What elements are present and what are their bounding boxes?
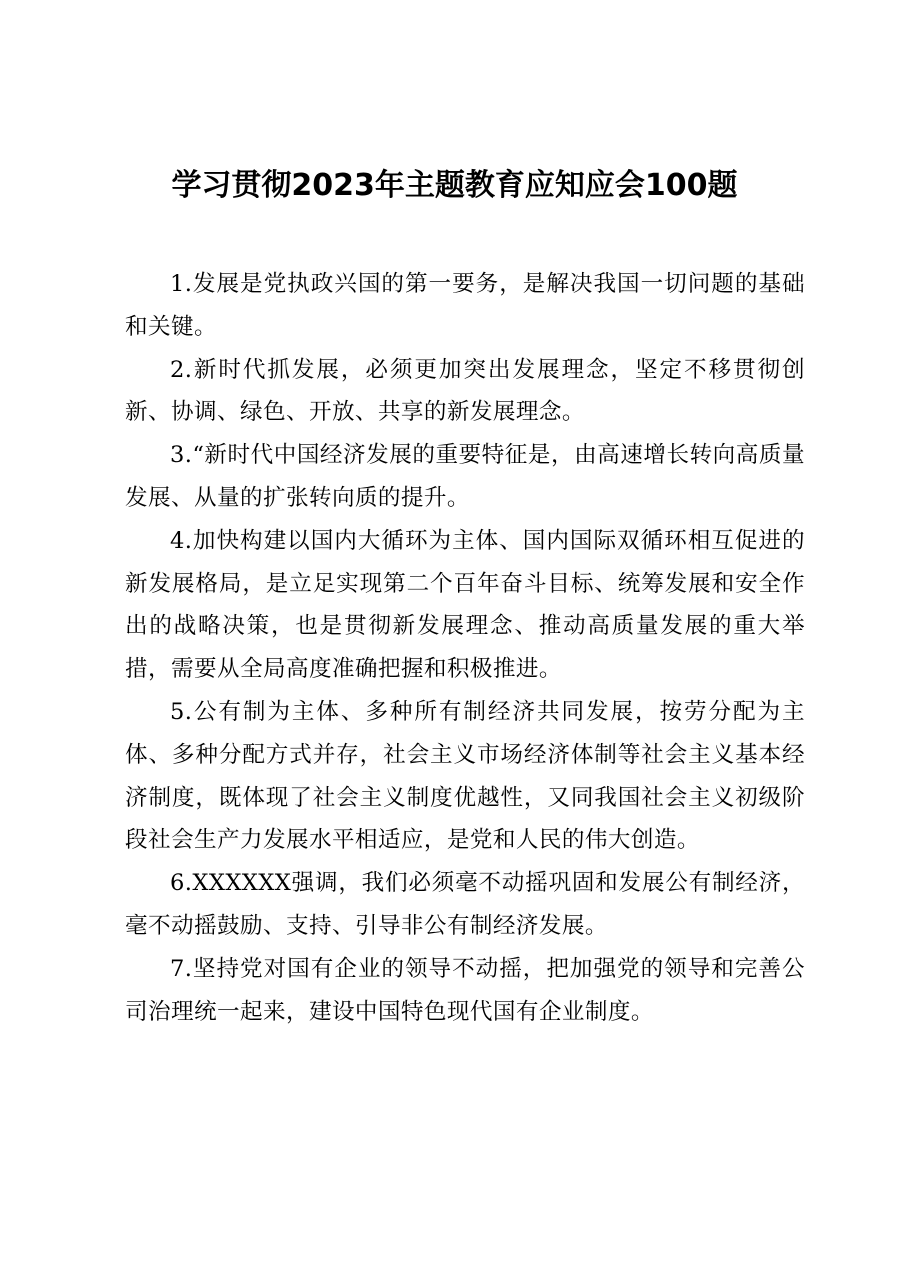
- document-title: 学习贯彻2023年主题教育应知应会100题: [171, 168, 738, 203]
- paragraph-2: 2.新时代抓发展，必须更加突出发展理念，坚定不移贯彻创新、协调、绿色、开放、共享的新发展理念。: [125, 356, 805, 426]
- paragraph-5: 5.公有制为主体、多种所有制经济共同发展，按劳分配为主体、多种分配方式并存，社会主义市场经济体制等社会主义基本经济制度，既体现了社会主义制度优越性，又同我国社会主义初级阶段社会生产力发展水平相适应，是党和人民的伟大创造。: [125, 698, 805, 854]
- paragraph-7: 7.坚持党对国有企业的领导不动摇，把加强党的领导和完善公司治理统一起来，建设中国特色现代国有企业制度。: [125, 955, 805, 1025]
- paragraph-1: 1.发展是党执政兴国的第一要务，是解决我国一切问题的基础和关键。: [125, 271, 805, 340]
- document-body: [125, 263, 805, 1033]
- paragraph-6: 6.XXXXXX强调，我们必须毫不动摇巩固和发展公有制经济，毫不动摇鼓励、支持、引导非公有制经济发展。: [125, 870, 805, 939]
- paragraph-3: 3.“新时代中国经济发展的重要特征是，由高速增长转向高质量发展、从量的扩张转向质的提升。: [125, 442, 805, 511]
- paragraph-4: 4.加快构建以国内大循环为主体、国内国际双循环相互促进的新发展格局，是立足实现第二个百年奋斗目标、统筹发展和安全作出的战略决策，也是贯彻新发展理念、推动高质量发展的重大举措，需要从全局高度准确把握和积极推进。: [125, 527, 805, 683]
